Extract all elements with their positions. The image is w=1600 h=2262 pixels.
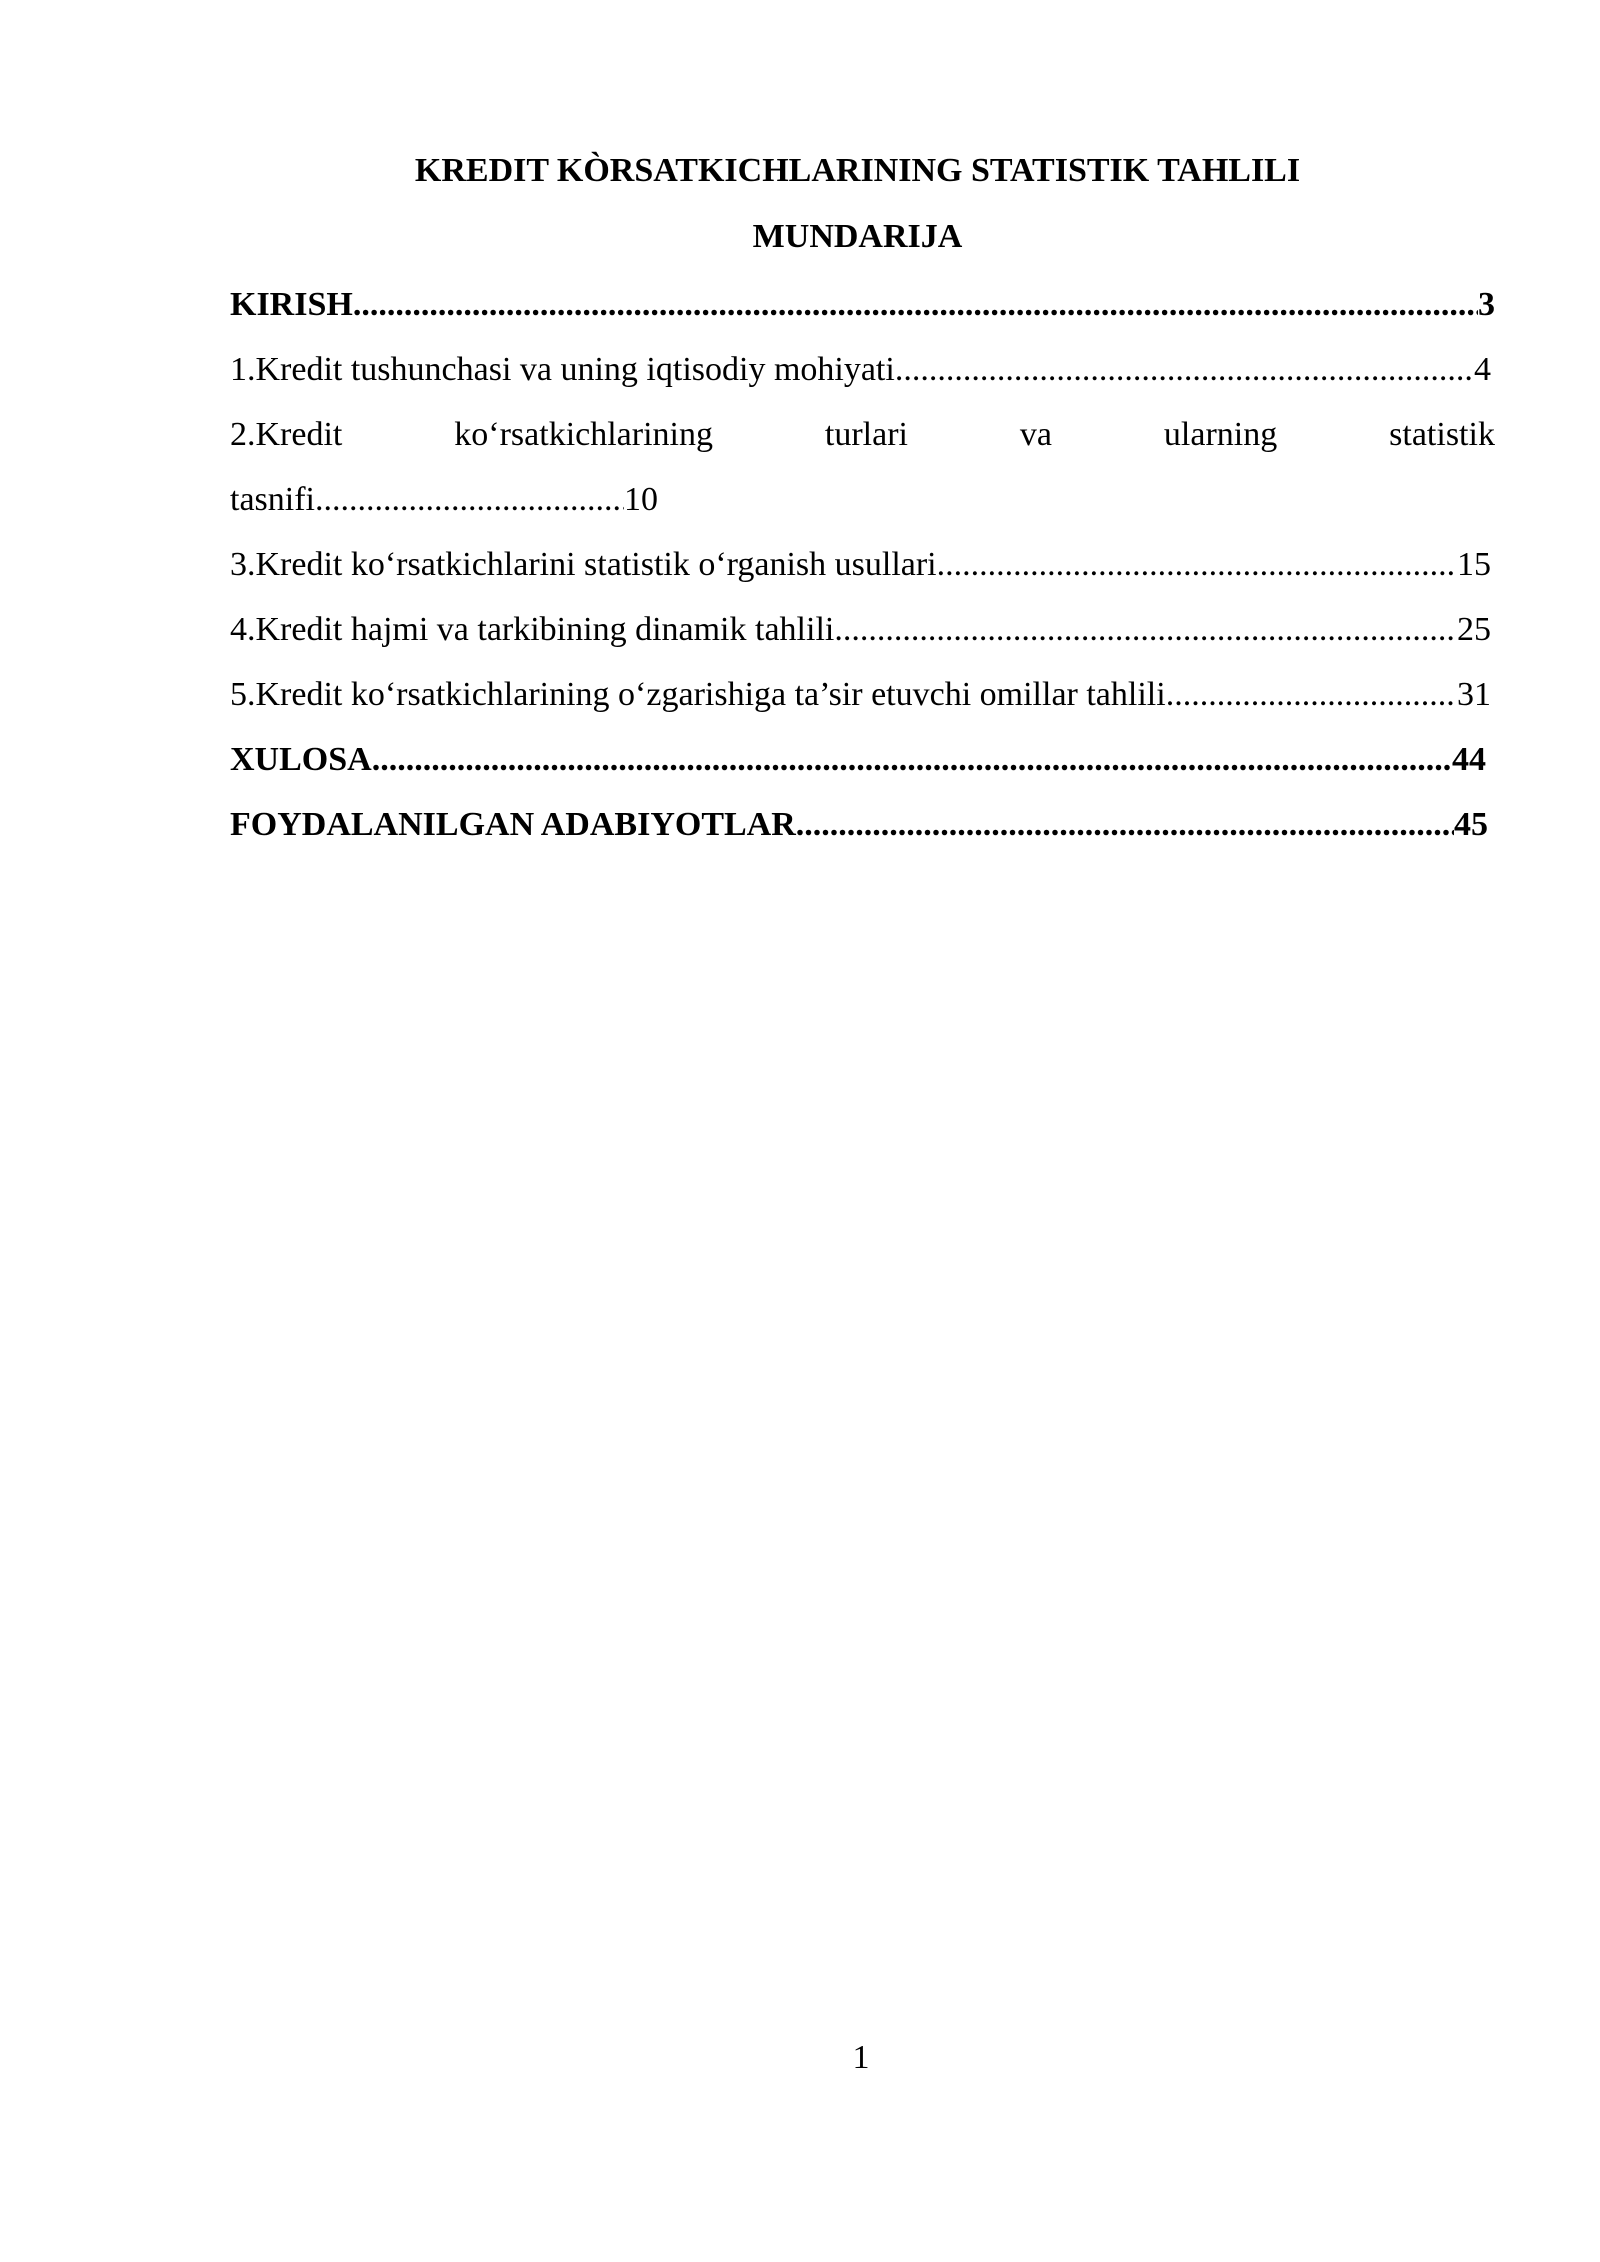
toc-entry-kirish[interactable] (230, 285, 1495, 325)
toc-leader-dots (353, 285, 1478, 325)
toc-entry-page: 3 (1478, 286, 1495, 323)
toc-entry-1[interactable] (230, 350, 1491, 390)
toc-entry-word: ularning (1163, 416, 1278, 453)
toc-leader-dots (796, 805, 1454, 845)
toc-entry-xulosa[interactable] (230, 740, 1486, 780)
toc-entry-page: 4 (1474, 351, 1491, 388)
toc-entry-5[interactable] (230, 675, 1491, 715)
toc-leader-dots (1166, 675, 1457, 715)
toc-leader-dots (372, 740, 1452, 780)
toc-entry-3[interactable] (230, 545, 1491, 585)
toc-entry-page: 25 (1457, 611, 1491, 648)
toc-leader-dots (315, 480, 624, 520)
toc-entry-page: 10 (624, 481, 658, 518)
toc-entry-word: va (1019, 416, 1052, 453)
toc-entry-page: 15 (1457, 546, 1491, 583)
toc-entry-label: 4.Kredit hajmi va tarkibining dinamik tahlili (230, 611, 835, 648)
toc-entry-label: 3.Kredit ko‘rsatkichlarini statistik o‘rganish usullari (230, 546, 937, 583)
toc-entry-word: 2.Kredit (230, 416, 343, 453)
toc-leader-dots (895, 350, 1474, 390)
toc-leader-dots (834, 610, 1457, 650)
toc-leader-dots (937, 545, 1457, 585)
toc-entry-word: statistik (1389, 416, 1495, 453)
toc-entry-word: ko‘rsatkichlarining (454, 416, 713, 453)
toc-entry-label: FOYDALANILGAN ADABIYOTLAR (230, 806, 796, 843)
toc-entry-label: KIRISH (230, 286, 353, 323)
toc-entry-label: tasnifi (230, 481, 315, 518)
toc-heading: MUNDARIJA (752, 218, 963, 255)
toc-entry-page: 31 (1457, 676, 1491, 713)
toc-entry-label: 5.Kredit ko‘rsatkichlarining o‘zgarishiga ta’sir etuvchi omillar tahlili (230, 676, 1166, 713)
toc-entry-adabiyotlar[interactable] (230, 805, 1488, 845)
toc-entry-word: turlari (824, 416, 908, 453)
toc-entry-2-continuation[interactable] (230, 480, 658, 520)
page-number: 1 (852, 2039, 870, 2076)
toc-entry-label: 1.Kredit tushunchasi va uning iqtisodiy mohiyati (230, 351, 895, 388)
toc-entry-label: XULOSA (230, 741, 372, 778)
toc-entry-2[interactable] (230, 415, 1495, 455)
document-title: KREDIT KÒRSATKICHLARINING STATISTIK TAHLILI (414, 152, 1301, 189)
toc-entry-page: 44 (1452, 741, 1486, 778)
toc-entry-page: 45 (1454, 806, 1488, 843)
toc-entry-4[interactable] (230, 610, 1491, 650)
